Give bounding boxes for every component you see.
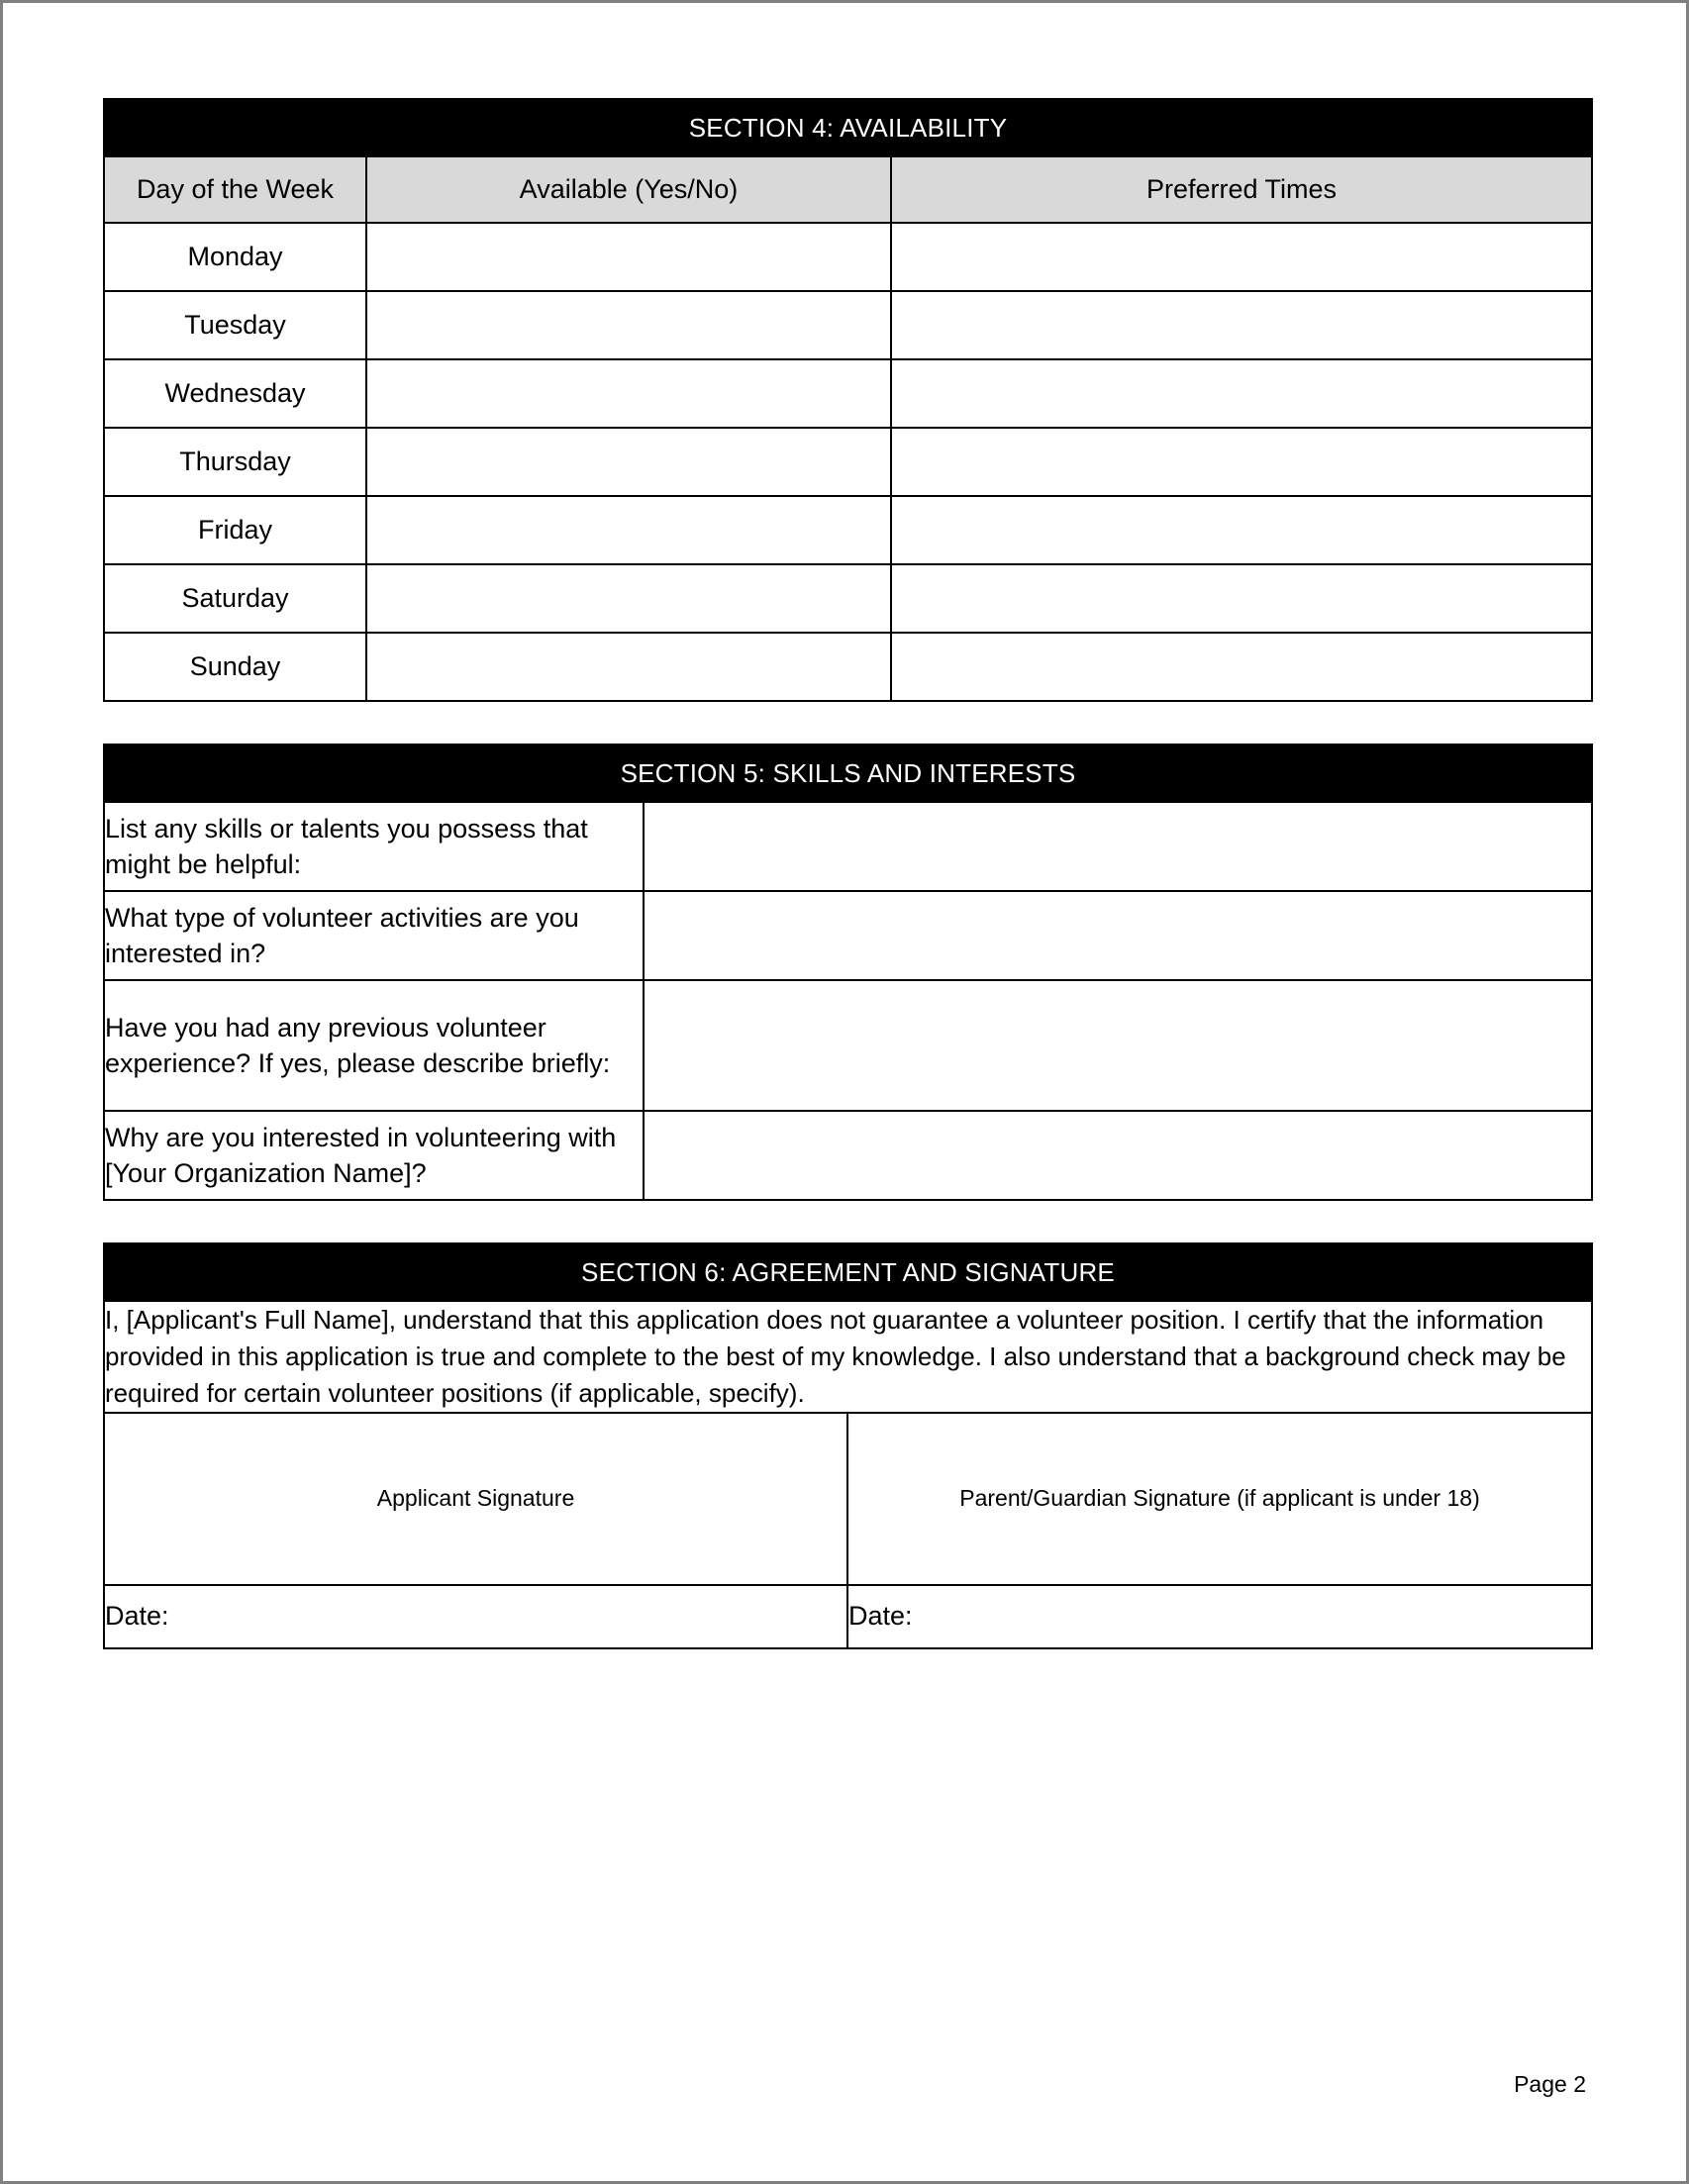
skills-question-label-1: List any skills or talents you possess that might be helpful: <box>104 802 644 891</box>
preferred-times-field-wednesday[interactable] <box>891 359 1592 428</box>
available-field-tuesday[interactable] <box>366 291 891 359</box>
preferred-times-field-thursday[interactable] <box>891 428 1592 496</box>
guardian-signature-label: Parent/Guardian Signature (if applicant is under 18) <box>959 1485 1480 1512</box>
table-row <box>104 496 1592 564</box>
skills-question-label-2: What type of volunteer activities are you interested in? <box>104 891 644 980</box>
section-4-header-row <box>104 156 1592 223</box>
skills-answer-field-4[interactable] <box>644 1111 1592 1200</box>
available-field-sunday[interactable] <box>366 633 891 701</box>
preferred-times-field-saturday[interactable] <box>891 564 1592 633</box>
table-row <box>104 428 1592 496</box>
skills-question-label-4: Why are you interested in volunteering with [Your Organization Name]? <box>104 1111 644 1200</box>
section-spacer <box>103 702 1586 744</box>
page-footer: Page 2 <box>1514 2071 1586 2097</box>
section-spacer <box>103 1201 1586 1242</box>
table-row <box>104 223 1592 291</box>
available-field-saturday[interactable] <box>366 564 891 633</box>
day-label-saturday: Saturday <box>104 564 366 633</box>
available-field-friday[interactable] <box>366 496 891 564</box>
applicant-date-label: Date: <box>105 1601 169 1632</box>
table-row <box>104 891 1592 980</box>
day-label-monday: Monday <box>104 223 366 291</box>
applicant-signature-field[interactable] <box>104 1413 847 1585</box>
section-6-banner-row <box>104 1243 1592 1301</box>
applicant-date-field[interactable] <box>104 1585 847 1648</box>
column-header-preferred-times: Preferred Times <box>891 156 1592 223</box>
agreement-paragraph-row <box>104 1301 1592 1413</box>
section-6-agreement-table <box>103 1242 1593 1649</box>
day-label-wednesday: Wednesday <box>104 359 366 428</box>
table-row <box>104 359 1592 428</box>
table-row <box>104 980 1592 1111</box>
skills-question-label-3: Have you had any previous volunteer experience? If yes, please describe briefly: <box>104 980 644 1111</box>
preferred-times-field-tuesday[interactable] <box>891 291 1592 359</box>
table-row <box>104 1111 1592 1200</box>
available-field-wednesday[interactable] <box>366 359 891 428</box>
preferred-times-field-monday[interactable] <box>891 223 1592 291</box>
guardian-date-label: Date: <box>848 1601 913 1632</box>
day-label-thursday: Thursday <box>104 428 366 496</box>
skills-answer-field-1[interactable] <box>644 802 1592 891</box>
section-4-banner-row <box>104 99 1592 156</box>
guardian-signature-field[interactable] <box>847 1413 1592 1585</box>
guardian-date-field[interactable] <box>847 1585 1592 1648</box>
section-5-skills-table <box>103 744 1593 1201</box>
section-5-title: SECTION 5: SKILLS AND INTERESTS <box>104 745 1592 802</box>
table-row <box>104 564 1592 633</box>
section-4-availability-table <box>103 98 1593 702</box>
agreement-paragraph: I, [Applicant's Full Name], understand that this application does not guarantee a volunteer position. I certify that the information provided in this application is true and complete to the best of my knowledge. I also understand that a background check may be required for certain volunteer positions (if applicable, specify). <box>104 1301 1592 1413</box>
column-header-day-of-week: Day of the Week <box>104 156 366 223</box>
day-label-friday: Friday <box>104 496 366 564</box>
day-label-sunday: Sunday <box>104 633 366 701</box>
date-row <box>104 1585 1592 1648</box>
available-field-monday[interactable] <box>366 223 891 291</box>
table-row <box>104 802 1592 891</box>
column-header-available: Available (Yes/No) <box>366 156 891 223</box>
skills-answer-field-2[interactable] <box>644 891 1592 980</box>
available-field-thursday[interactable] <box>366 428 891 496</box>
section-6-title: SECTION 6: AGREEMENT AND SIGNATURE <box>104 1243 1592 1301</box>
day-label-tuesday: Tuesday <box>104 291 366 359</box>
section-5-banner-row <box>104 745 1592 802</box>
preferred-times-field-friday[interactable] <box>891 496 1592 564</box>
table-row <box>104 633 1592 701</box>
skills-answer-field-3[interactable] <box>644 980 1592 1111</box>
preferred-times-field-sunday[interactable] <box>891 633 1592 701</box>
signature-row <box>104 1413 1592 1585</box>
section-4-title: SECTION 4: AVAILABILITY <box>104 99 1592 156</box>
applicant-signature-label: Applicant Signature <box>376 1485 575 1512</box>
table-row <box>104 291 1592 359</box>
